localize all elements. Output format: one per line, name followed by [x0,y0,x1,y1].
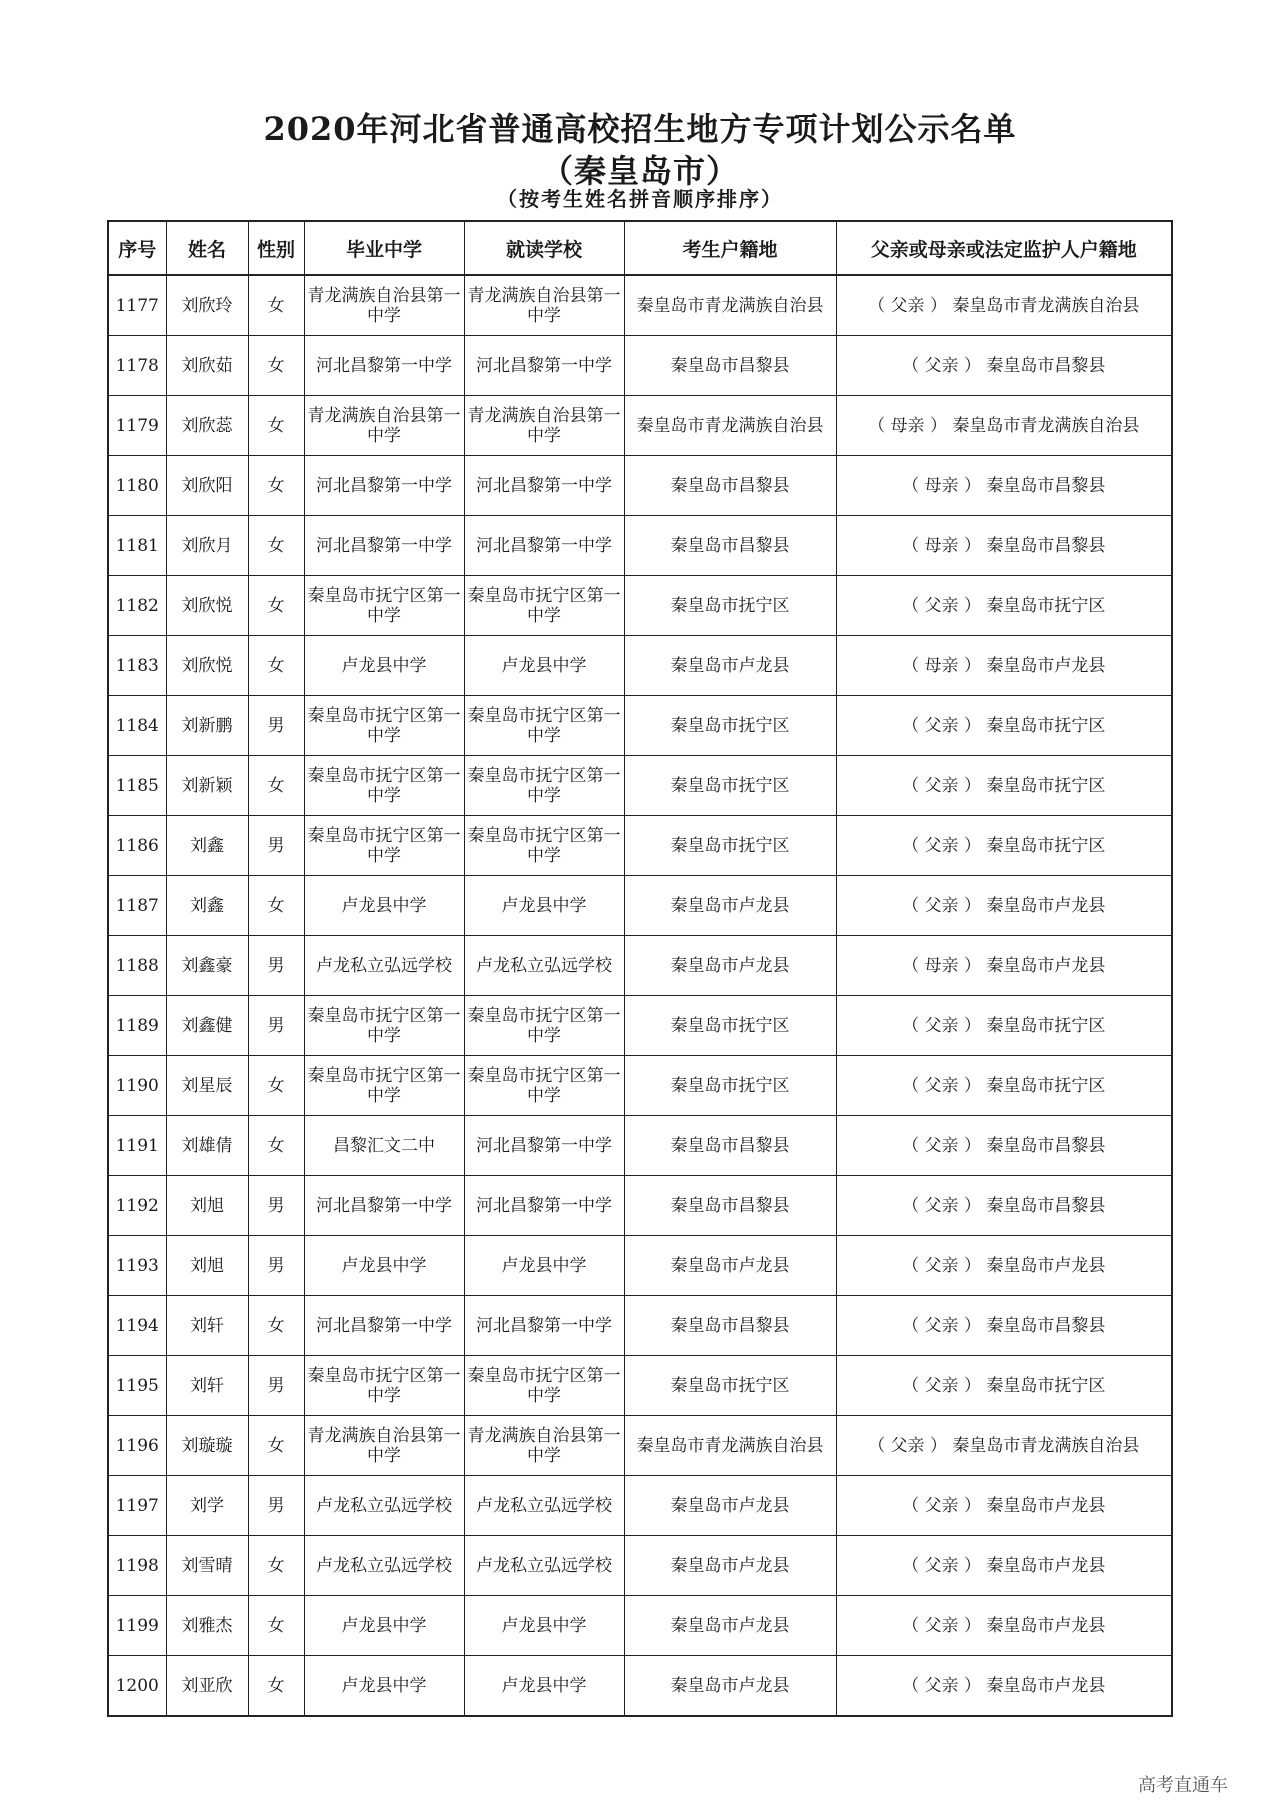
cell-guardian-residence: （ 父亲 ） 秦皇岛市青龙满族自治县 [836,1416,1172,1476]
cell-student-residence: 秦皇岛市青龙满族自治县 [624,1416,836,1476]
cell-index: 1193 [108,1236,166,1296]
cell-name: 刘璇璇 [166,1416,248,1476]
cell-gender: 女 [248,1056,304,1116]
cell-gender: 女 [248,516,304,576]
cell-current-school: 卢龙私立弘远学校 [464,1476,624,1536]
cell-student-residence: 秦皇岛市抚宁区 [624,1356,836,1416]
col-header-student-residence: 考生户籍地 [624,221,836,275]
cell-name: 刘鑫健 [166,996,248,1056]
cell-index: 1191 [108,1116,166,1176]
table-row [108,456,1172,516]
cell-gender: 女 [248,1416,304,1476]
page-subtitle: （秦皇岛市） [540,152,739,190]
cell-current-school: 卢龙县中学 [464,636,624,696]
cell-current-school: 河北昌黎第一中学 [464,336,624,396]
cell-current-school: 秦皇岛市抚宁区第一中学 [464,1356,624,1416]
col-header-name: 姓名 [166,221,248,275]
cell-graduated-school: 秦皇岛市抚宁区第一中学 [304,1356,464,1416]
cell-guardian-residence: （ 母亲 ） 秦皇岛市昌黎县 [836,516,1172,576]
cell-graduated-school: 青龙满族自治县第一中学 [304,1416,464,1476]
cell-guardian-residence: （ 父亲 ） 秦皇岛市抚宁区 [836,1056,1172,1116]
cell-name: 刘雪晴 [166,1536,248,1596]
table-row [108,1176,1172,1236]
cell-graduated-school: 卢龙县中学 [304,1596,464,1656]
cell-name: 刘旭 [166,1236,248,1296]
cell-current-school: 青龙满族自治县第一中学 [464,275,624,336]
cell-name: 刘星辰 [166,1056,248,1116]
cell-gender: 男 [248,936,304,996]
cell-guardian-residence: （ 母亲 ） 秦皇岛市卢龙县 [836,636,1172,696]
cell-gender: 男 [248,1356,304,1416]
cell-student-residence: 秦皇岛市卢龙县 [624,636,836,696]
cell-index: 1185 [108,756,166,816]
cell-current-school: 河北昌黎第一中学 [464,1116,624,1176]
cell-gender: 男 [248,696,304,756]
table-row [108,1056,1172,1116]
cell-graduated-school: 卢龙县中学 [304,1236,464,1296]
cell-gender: 男 [248,1176,304,1236]
cell-student-residence: 秦皇岛市青龙满族自治县 [624,275,836,336]
cell-name: 刘轩 [166,1296,248,1356]
cell-graduated-school: 河北昌黎第一中学 [304,516,464,576]
table-row [108,1296,1172,1356]
cell-name: 刘新鹏 [166,696,248,756]
cell-graduated-school: 河北昌黎第一中学 [304,456,464,516]
cell-index: 1186 [108,816,166,876]
cell-current-school: 河北昌黎第一中学 [464,1296,624,1356]
cell-gender: 女 [248,756,304,816]
cell-student-residence: 秦皇岛市昌黎县 [624,1296,836,1356]
cell-student-residence: 秦皇岛市卢龙县 [624,876,836,936]
cell-name: 刘新颖 [166,756,248,816]
cell-graduated-school: 卢龙县中学 [304,876,464,936]
cell-graduated-school: 秦皇岛市抚宁区第一中学 [304,996,464,1056]
cell-guardian-residence: （ 母亲 ） 秦皇岛市昌黎县 [836,456,1172,516]
cell-current-school: 河北昌黎第一中学 [464,1176,624,1236]
cell-index: 1184 [108,696,166,756]
cell-guardian-residence: （ 父亲 ） 秦皇岛市卢龙县 [836,1596,1172,1656]
sort-note: （按考生姓名拼音顺序排序） [497,187,783,211]
cell-gender: 女 [248,1296,304,1356]
cell-student-residence: 秦皇岛市卢龙县 [624,936,836,996]
table-row [108,1596,1172,1656]
cell-index: 1189 [108,996,166,1056]
cell-index: 1196 [108,1416,166,1476]
table-row [108,876,1172,936]
cell-name: 刘亚欣 [166,1656,248,1717]
cell-guardian-residence: （ 母亲 ） 秦皇岛市青龙满族自治县 [836,396,1172,456]
cell-student-residence: 秦皇岛市卢龙县 [624,1476,836,1536]
cell-gender: 男 [248,816,304,876]
cell-guardian-residence: （ 父亲 ） 秦皇岛市抚宁区 [836,816,1172,876]
cell-graduated-school: 青龙满族自治县第一中学 [304,396,464,456]
cell-name: 刘雄倩 [166,1116,248,1176]
cell-guardian-residence: （ 父亲 ） 秦皇岛市抚宁区 [836,1356,1172,1416]
cell-graduated-school: 卢龙县中学 [304,636,464,696]
cell-current-school: 青龙满族自治县第一中学 [464,396,624,456]
watermark: 高考直通车 [1138,1775,1228,1796]
cell-student-residence: 秦皇岛市抚宁区 [624,576,836,636]
cell-index: 1180 [108,456,166,516]
cell-name: 刘轩 [166,1356,248,1416]
cell-name: 刘旭 [166,1176,248,1236]
cell-current-school: 秦皇岛市抚宁区第一中学 [464,1056,624,1116]
table-row [108,336,1172,396]
cell-guardian-residence: （ 父亲 ） 秦皇岛市昌黎县 [836,1296,1172,1356]
cell-index: 1177 [108,275,166,336]
page-title: 2020年河北省普通高校招生地方专项计划公示名单 [263,110,1017,148]
table-row [108,1116,1172,1176]
cell-index: 1194 [108,1296,166,1356]
cell-index: 1183 [108,636,166,696]
cell-gender: 男 [248,996,304,1056]
cell-name: 刘欣茹 [166,336,248,396]
cell-current-school: 秦皇岛市抚宁区第一中学 [464,696,624,756]
cell-guardian-residence: （ 父亲 ） 秦皇岛市青龙满族自治县 [836,275,1172,336]
cell-name: 刘鑫 [166,876,248,936]
cell-guardian-residence: （ 父亲 ） 秦皇岛市卢龙县 [836,1656,1172,1717]
cell-gender: 女 [248,456,304,516]
cell-student-residence: 秦皇岛市卢龙县 [624,1536,836,1596]
cell-guardian-residence: （ 父亲 ） 秦皇岛市昌黎县 [836,1176,1172,1236]
cell-student-residence: 秦皇岛市卢龙县 [624,1236,836,1296]
cell-guardian-residence: （ 父亲 ） 秦皇岛市昌黎县 [836,336,1172,396]
cell-gender: 女 [248,876,304,936]
cell-gender: 女 [248,1116,304,1176]
cell-gender: 女 [248,576,304,636]
cell-index: 1197 [108,1476,166,1536]
cell-student-residence: 秦皇岛市抚宁区 [624,756,836,816]
cell-guardian-residence: （ 父亲 ） 秦皇岛市昌黎县 [836,1116,1172,1176]
col-header-current-school: 就读学校 [464,221,624,275]
col-header-graduated-school: 毕业中学 [304,221,464,275]
cell-guardian-residence: （ 父亲 ） 秦皇岛市抚宁区 [836,996,1172,1056]
cell-student-residence: 秦皇岛市青龙满族自治县 [624,396,836,456]
cell-graduated-school: 卢龙私立弘远学校 [304,1476,464,1536]
cell-graduated-school: 卢龙私立弘远学校 [304,936,464,996]
table-row [108,696,1172,756]
table-row [108,1536,1172,1596]
col-header-guardian-residence: 父亲或母亲或法定监护人户籍地 [836,221,1172,275]
cell-current-school: 卢龙私立弘远学校 [464,1536,624,1596]
table-row [108,816,1172,876]
cell-index: 1188 [108,936,166,996]
table-row [108,936,1172,996]
cell-student-residence: 秦皇岛市抚宁区 [624,696,836,756]
cell-student-residence: 秦皇岛市昌黎县 [624,336,836,396]
cell-index: 1200 [108,1656,166,1717]
cell-name: 刘欣蕊 [166,396,248,456]
cell-graduated-school: 河北昌黎第一中学 [304,1176,464,1236]
cell-guardian-residence: （ 父亲 ） 秦皇岛市抚宁区 [836,576,1172,636]
cell-current-school: 河北昌黎第一中学 [464,456,624,516]
cell-index: 1179 [108,396,166,456]
cell-name: 刘欣阳 [166,456,248,516]
cell-graduated-school: 河北昌黎第一中学 [304,1296,464,1356]
cell-student-residence: 秦皇岛市卢龙县 [624,1656,836,1717]
cell-graduated-school: 秦皇岛市抚宁区第一中学 [304,1056,464,1116]
table-row [108,636,1172,696]
cell-index: 1187 [108,876,166,936]
cell-name: 刘欣悦 [166,636,248,696]
cell-current-school: 河北昌黎第一中学 [464,516,624,576]
cell-current-school: 秦皇岛市抚宁区第一中学 [464,996,624,1056]
cell-guardian-residence: （ 父亲 ） 秦皇岛市抚宁区 [836,756,1172,816]
cell-graduated-school: 青龙满族自治县第一中学 [304,275,464,336]
table-row [108,275,1172,336]
cell-guardian-residence: （ 父亲 ） 秦皇岛市卢龙县 [836,876,1172,936]
cell-index: 1178 [108,336,166,396]
table-header-row [108,221,1172,275]
cell-name: 刘欣月 [166,516,248,576]
table-row [108,996,1172,1056]
table-row [108,1356,1172,1416]
cell-graduated-school: 秦皇岛市抚宁区第一中学 [304,816,464,876]
table-row [108,1236,1172,1296]
cell-index: 1199 [108,1596,166,1656]
table-row [108,1656,1172,1717]
cell-guardian-residence: （ 父亲 ） 秦皇岛市卢龙县 [836,1476,1172,1536]
cell-index: 1190 [108,1056,166,1116]
cell-name: 刘欣玲 [166,275,248,336]
cell-student-residence: 秦皇岛市昌黎县 [624,516,836,576]
cell-gender: 女 [248,1596,304,1656]
cell-gender: 男 [248,1476,304,1536]
cell-index: 1198 [108,1536,166,1596]
cell-guardian-residence: （ 父亲 ） 秦皇岛市卢龙县 [836,1236,1172,1296]
cell-name: 刘鑫 [166,816,248,876]
cell-graduated-school: 河北昌黎第一中学 [304,336,464,396]
cell-index: 1195 [108,1356,166,1416]
cell-current-school: 卢龙县中学 [464,876,624,936]
cell-current-school: 卢龙私立弘远学校 [464,936,624,996]
cell-student-residence: 秦皇岛市昌黎县 [624,456,836,516]
cell-name: 刘学 [166,1476,248,1536]
cell-student-residence: 秦皇岛市抚宁区 [624,996,836,1056]
cell-name: 刘鑫豪 [166,936,248,996]
cell-index: 1192 [108,1176,166,1236]
cell-graduated-school: 秦皇岛市抚宁区第一中学 [304,756,464,816]
cell-graduated-school: 卢龙私立弘远学校 [304,1536,464,1596]
cell-name: 刘欣悦 [166,576,248,636]
cell-gender: 女 [248,1536,304,1596]
cell-gender: 女 [248,275,304,336]
table-row [108,396,1172,456]
cell-current-school: 卢龙县中学 [464,1656,624,1717]
cell-student-residence: 秦皇岛市卢龙县 [624,1596,836,1656]
cell-graduated-school: 卢龙县中学 [304,1656,464,1717]
cell-graduated-school: 秦皇岛市抚宁区第一中学 [304,696,464,756]
cell-current-school: 卢龙县中学 [464,1596,624,1656]
cell-graduated-school: 昌黎汇文二中 [304,1116,464,1176]
cell-gender: 女 [248,1656,304,1717]
cell-student-residence: 秦皇岛市昌黎县 [624,1116,836,1176]
cell-student-residence: 秦皇岛市昌黎县 [624,1176,836,1236]
cell-student-residence: 秦皇岛市抚宁区 [624,1056,836,1116]
table-row [108,516,1172,576]
cell-index: 1181 [108,516,166,576]
cell-current-school: 秦皇岛市抚宁区第一中学 [464,756,624,816]
cell-current-school: 卢龙县中学 [464,1236,624,1296]
cell-name: 刘雅杰 [166,1596,248,1656]
cell-current-school: 秦皇岛市抚宁区第一中学 [464,816,624,876]
table-row [108,576,1172,636]
table-row [108,1476,1172,1536]
col-header-gender: 性别 [248,221,304,275]
cell-gender: 女 [248,636,304,696]
cell-current-school: 秦皇岛市抚宁区第一中学 [464,576,624,636]
col-header-index: 序号 [108,221,166,275]
cell-index: 1182 [108,576,166,636]
cell-guardian-residence: （ 父亲 ） 秦皇岛市卢龙县 [836,1536,1172,1596]
table-row [108,756,1172,816]
cell-gender: 女 [248,336,304,396]
cell-gender: 男 [248,1236,304,1296]
roster-table [107,220,1173,1717]
table-row [108,1416,1172,1476]
cell-graduated-school: 秦皇岛市抚宁区第一中学 [304,576,464,636]
cell-guardian-residence: （ 母亲 ） 秦皇岛市卢龙县 [836,936,1172,996]
cell-current-school: 青龙满族自治县第一中学 [464,1416,624,1476]
cell-student-residence: 秦皇岛市抚宁区 [624,816,836,876]
cell-gender: 女 [248,396,304,456]
cell-guardian-residence: （ 父亲 ） 秦皇岛市抚宁区 [836,696,1172,756]
